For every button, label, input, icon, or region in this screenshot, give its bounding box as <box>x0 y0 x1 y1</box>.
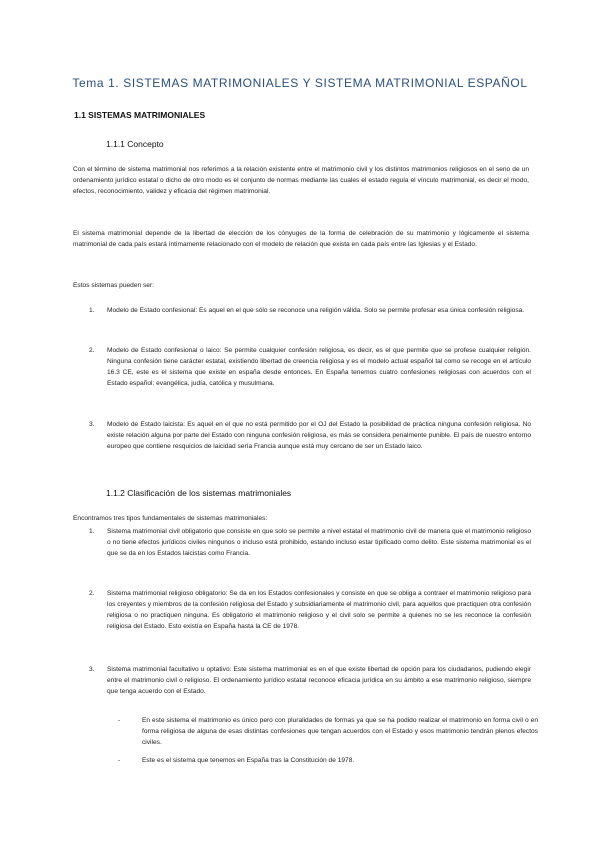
list-number: 3. <box>89 666 95 673</box>
paragraph-election: El sistema matrimonial depende de la libertad de elección de los cónyuges de la forma de celebración de su matrimonio y lógicamente el sistema matrimonial de cada país estará íntimamente relacionado con el modelo de relación que exista en cada país entre las Iglesias y el Estado. <box>73 230 529 249</box>
list-number: 1. <box>89 307 95 314</box>
list-item-text: Modelo de Estado confesional o laico: Se permite cualquier confesión religiosa, es decir, es el que permite que se profese cualquier religión. Ninguna confesión tiene carácter estatal, existiendo libertad de creencia religiosa y es el modelo actual español tal como se recoge en el artículo 16.3 CE, este es el sistema que existe en españa desde entonces. En España tenemos cuatro confesiones religiosas con acuerdos con el Estado español: evangélica, judía, católica y musulmana. <box>107 347 531 388</box>
paragraph-definition: Con el término de sistema matrimonial nos referimos a la relación existente entre el matrimonio civil y los distintos matrimonios religiosos en el seno de un ordenamiento jurídico estatal o dicho de otro modo es el conjunto de normas mediante las cuales el estado regula el vínculo matrimonial, es decir el modo, efectos, reconocimiento, validez y eficacia del régimen matrimonial. <box>73 166 529 196</box>
list-item-text: Sistema matrimonial civil obligatorio que consiste en que solo se permite a nivel estatal el matrimonio civil de manera que el matrimonio religioso o no tiene efectos jurídicos civiles ningunos o incluso está prohibido, estando incluso estar tipificado como delito. Este sistema matrimonial es el que se da en los Estados laicistas como Francia. <box>107 528 531 558</box>
list-item-text: Sistema matrimonial facultativo u optativo: Este sistema matrimonial es en el que existe libertad de opción para los ciudadanos, pudiendo elegir entre el matrimonio civil o religioso. El ordenamiento jurídico estatal reconoce eficacia jurídica en su ámbito a ese matrimonio religioso, siempre que tenga acuerdo con el Estado. <box>107 666 531 696</box>
section-heading: 1.1 SISTEMAS MATRIMONIALES <box>74 110 206 120</box>
list-item-text: Modelo de Estado confesional: Es aquel en el que sólo se reconoce una religión válida. Solo se permite profesar esa única confesión religiosa. <box>107 307 525 314</box>
paragraph-systems-intro: Estos sistemas pueden ser: <box>73 282 154 289</box>
paragraph-types-intro: Encontramos tres tipos fundamentales de sistemas matrimoniales: <box>73 515 268 522</box>
list-item-text: Sistema matrimonial religioso obligatorio: Se da en los Estados confesionales y consiste en que se obliga a contraer el matrimonio religioso para los creyentes y miembros de la confesión religiosa del Estado y subsidiariamente el matrimonio civil, para aquellos que practiquen otra confesión religiosa o no practiquen ninguna. Es obligatorio el matrimonio religioso y el civil solo se permite a quienes no se les reconoce la confesión religiosa del Estado. Esto existía en España hasta la CE de 1978. <box>107 590 531 631</box>
subsection-heading-concepto: 1.1.1 Concepto <box>106 139 164 149</box>
bullet-dash: - <box>118 757 121 764</box>
subsection-heading-clasificacion: 1.1.2 Clasificación de los sistemas matrimoniales <box>106 488 292 498</box>
list-number: 2. <box>89 590 95 597</box>
list-number: 1. <box>89 528 95 535</box>
sub-bullet-text: En este sistema el matrimonio es único pero con pluralidades de formas ya que se ha podido realizar el matrimonio en forma civil o en forma religiosa de alguna de esas distintas confesiones que tengan acuerdos con el Estado y esos matrimonio tendrán plenos efectos civiles. <box>142 717 538 747</box>
bullet-dash: - <box>118 717 121 724</box>
list-number: 3. <box>89 421 95 428</box>
sub-bullet-text: Este es el sistema que tenemos en España tras la Constitución de 1978. <box>142 757 355 764</box>
list-number: 2. <box>89 347 95 354</box>
list-item-text: Modelo de Estado laicista: Es aquel en el que no está permitido por el OJ del Estado la posibilidad de práctica ninguna confesión religiosa. No existe relación alguna por parte del Estado con ninguna confesión religiosa, es más se considera penalmente punible. El país de nuestro entorno europeo que contiene resquicios de laicidad sería Francia aunque está muy cercano de ser un Estado laico. <box>107 421 531 451</box>
document-title: Tema 1. SISTEMAS MATRIMONIALES Y SISTEMA MATRIMONIAL ESPAÑOL <box>72 76 528 90</box>
